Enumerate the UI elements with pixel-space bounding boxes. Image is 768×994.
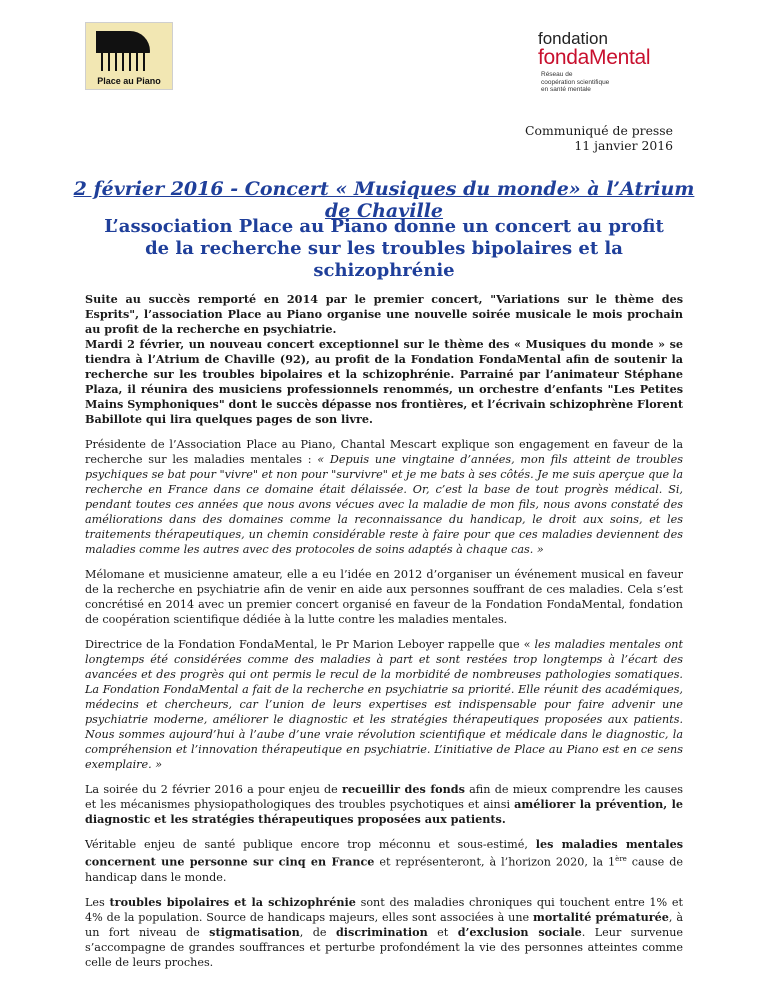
press-dateline bbox=[525, 123, 673, 153]
p5-intro: Directrice de la Fondation FondaMental, le Pr Marion Leboyer rappelle que « bbox=[85, 638, 535, 651]
p8-d: mortalité prématurée bbox=[532, 909, 669, 924]
p8-j: d’exclusion sociale bbox=[457, 924, 582, 939]
paragraph-8 bbox=[85, 895, 683, 970]
piano-icon bbox=[96, 31, 150, 71]
paragraph-6 bbox=[85, 782, 683, 827]
fonda-logo-tagline bbox=[541, 71, 609, 94]
p8-h: discrimination bbox=[335, 924, 428, 939]
p6-d: améliorer la prévention, le diagnostic et les stratégies thérapeutiques proposées aux patients. bbox=[85, 797, 683, 826]
press-date: 11 janvier 2016 bbox=[574, 138, 673, 153]
p8-a: Les bbox=[85, 895, 110, 909]
p5-quote: les maladies mentales ont longtemps été considérées comme des maladies à part et sont restées trop longtemps à l’écart des avancées et des progrès qui ont permis le recul de la morbidité de nombreuses pathologies somatiques. La Fondation FondaMental a fait de la recherche en psychiatrie sa priorité. Elle réunit des académiques, médecins et chercheurs, car l’union de leurs expertises est indispensable pour faire advenir une psychiatrie moderne, améliorer le diagnostic et les stratégies thérapeutiques proposées aux patients. Nous sommes aujourd’hui à l’aube d’une vraie révolution scientifique et médicale dans le diagnostic, la compréhension et l’innovation thérapeutique en psychiatrie. L’initiative de Place au Piano est en ce sens exemplaire. » bbox=[85, 638, 684, 771]
p8-i: et bbox=[427, 925, 458, 939]
paragraph-3 bbox=[85, 437, 683, 557]
article-body bbox=[85, 292, 683, 980]
p8-e: , à un fort niveau de bbox=[85, 910, 683, 939]
p3-intro: Présidente de l’Association Place au Piano, Chantal Mescart explique son engagement en faveur de la recherche sur les maladies mentales : bbox=[85, 438, 683, 466]
p3-quote: « Depuis une vingtaine d’années, mon fils atteint de troubles psychiques se bat pour "vivre" et non pour "survivre" et je me bats à ses côtés. Je me suis aperçue que la recherche en France dans ce domaine était délaissée. Or, c’est la base de tout progrès médical. Si, pendant toutes ces années que nous avons vécues avec la maladie de mon fils, nous avons constaté des améliorations dans des domaines comme la reconnaissance du handicap, le droit aux soins, et les traitements thérapeutiques, un chemin considérable reste à faire pour que ces maladies deviennent des maladies comme les autres avec des protocoles de soins adaptés à chaque cas. » bbox=[85, 453, 683, 556]
p8-b: troubles bipolaires et la schizophrénie bbox=[109, 894, 356, 909]
p7-d: cause de handicap dans le monde. bbox=[85, 855, 683, 884]
p8-k: . Leur survenue s’accompagne de grandes souffrances et perturbe profondément la vie des personnes atteintes comme celle de leurs proches. bbox=[85, 925, 684, 969]
headline: L’association Place au Piano donne un concert au profit de la recherche sur les troubles bipolaires et la schizophrénie bbox=[104, 216, 664, 281]
piano-logo-label: Place au Piano bbox=[97, 76, 161, 86]
fonda-logo-line1: fondation bbox=[538, 29, 608, 48]
fonda-tagline-2: coopération scientifique bbox=[541, 78, 610, 86]
p7-b: les maladies mentales concernent une personne sur cinq en France bbox=[85, 837, 683, 869]
p7-sup: ère bbox=[615, 855, 627, 863]
fonda-tagline-3: en santé mentale bbox=[541, 86, 591, 94]
paragraph-7 bbox=[85, 837, 683, 885]
paragraph-2: Mardi 2 février, un nouveau concert exceptionnel sur le thème des « Musiques du monde » se tiendra à l’Atrium de Chaville (92), au profit de la Fondation FondaMental afin de soutenir la recherche sur les troubles bipolaires et la schizophrénie. Parrainé par l’animateur Stéphane Plaza, il réunira des musiciens professionnels renommés, un orchestre d’enfants "Les Petites Mains Symphoniques" dont le succès dépasse nos frontières, et l’écrivain schizophrène Florent Babillote qui lira quelques pages de son livre. bbox=[85, 337, 683, 426]
paragraph-1: Suite au succès remporté en 2014 par le premier concert, "Variations sur le thème des Esprits", l’association Place au Piano organise une nouvelle soirée musicale le mois prochain au profit de la recherche en psychiatrie. bbox=[85, 292, 683, 336]
p7-a: Véritable enjeu de santé publique encore trop méconnu et sous-estimé, bbox=[85, 838, 536, 851]
place-au-piano-logo bbox=[85, 22, 173, 90]
fonda-tagline-1: Réseau de bbox=[541, 71, 573, 78]
fondamental-logo bbox=[538, 30, 678, 100]
paragraph-5 bbox=[85, 637, 683, 772]
p7-c: et représenteront, à l’horizon 2020, la 1 bbox=[374, 855, 616, 869]
event-title: 2 février 2016 - Concert « Musiques du monde» à l’Atrium de Chaville bbox=[73, 178, 695, 222]
p6-c: afin de mieux comprendre les causes et les mécanismes physiopathologiques des troubles psychotiques et ainsi bbox=[85, 783, 683, 811]
p8-g: , de bbox=[299, 925, 336, 939]
p6-a: La soirée du 2 février 2016 a pour enjeu de bbox=[85, 783, 343, 796]
paragraph-4: Mélomane et musicienne amateur, elle a eu l’idée en 2012 d’organiser un événement musical en faveur de la recherche en psychiatrie afin de venir en aide aux personnes souffrant de ces maladies. Cela s’est concrétisé en 2014 avec un premier concert organisé en faveur de la Fondation FondaMental, fondation de coopération scientifique dédiée à la lutte contre les maladies mentales. bbox=[85, 568, 683, 626]
p8-c: sont des maladies chroniques qui touchent entre 1% et 4% de la population. Source de handicaps majeurs, elles sont associées à une bbox=[85, 895, 683, 924]
press-type: Communiqué de presse bbox=[525, 123, 673, 138]
fonda-logo-line2: fondaMental bbox=[538, 46, 651, 69]
p6-b: recueillir des fonds bbox=[342, 782, 465, 796]
p8-f: stigmatisation bbox=[209, 924, 300, 939]
